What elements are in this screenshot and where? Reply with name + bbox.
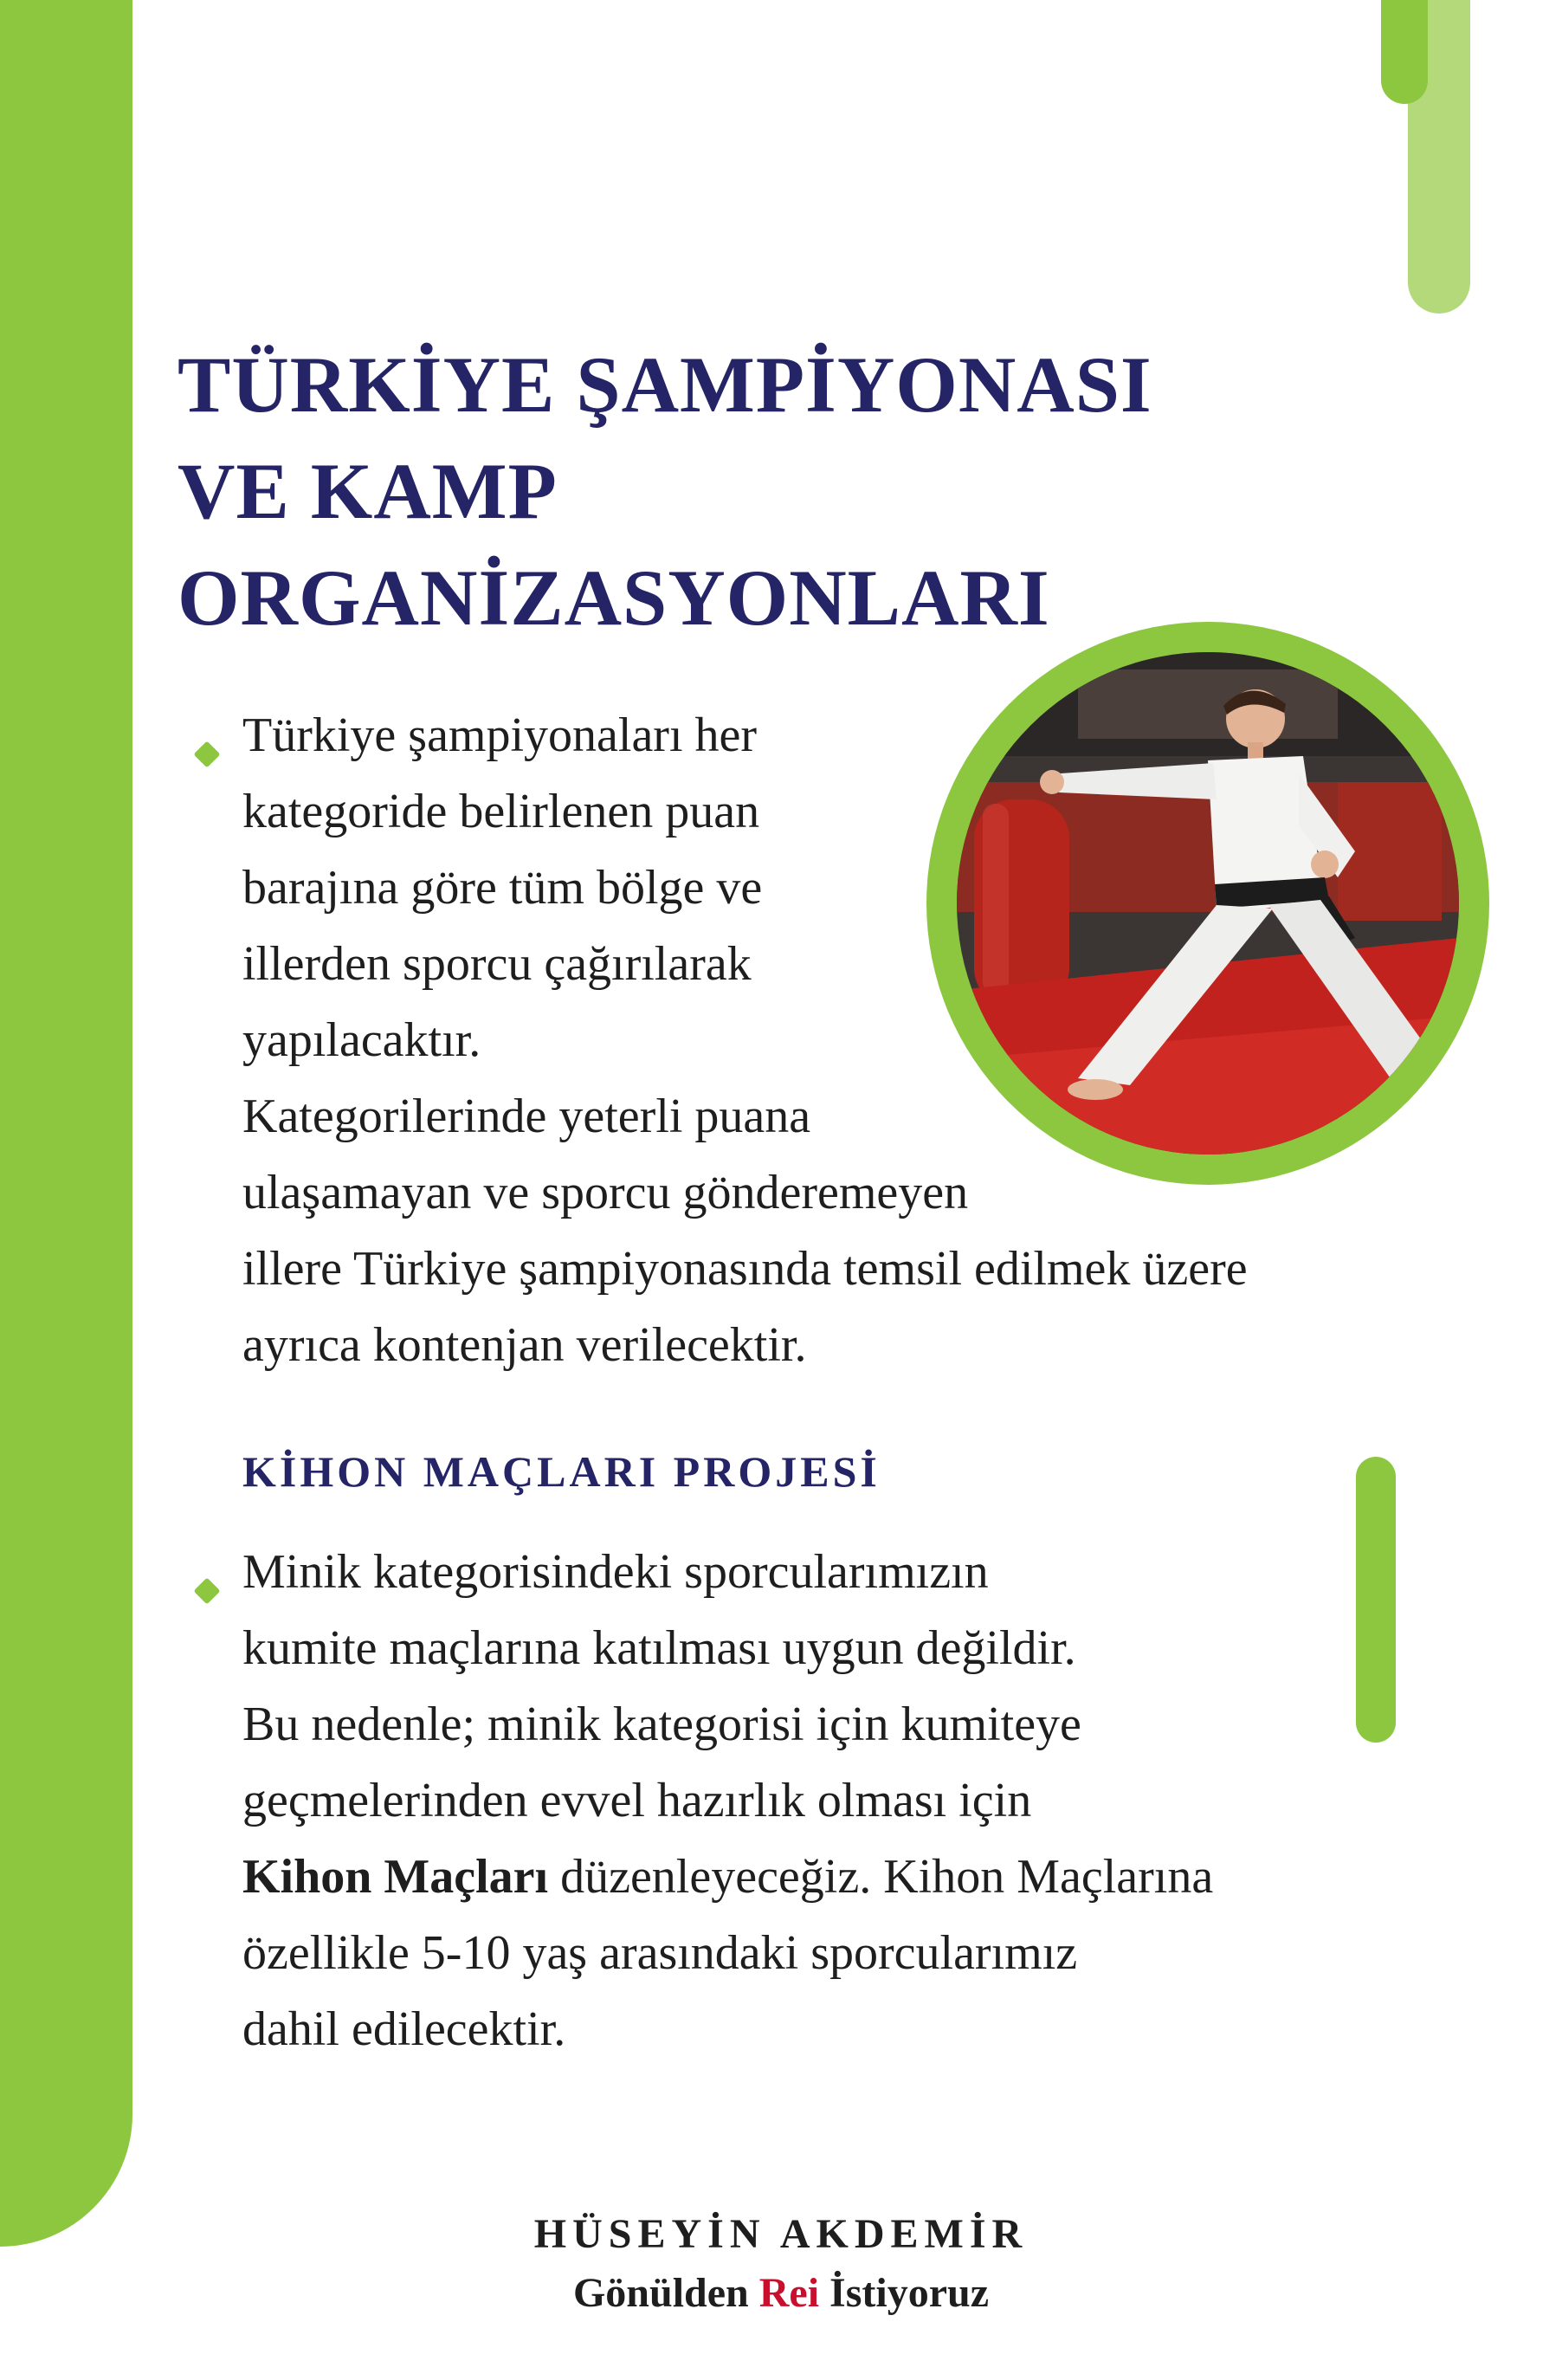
author-name: HÜSEYİN AKDEMİR — [533, 2211, 1029, 2257]
section1-line: barajına göre tüm bölge ve — [242, 861, 763, 915]
slogan — [0, 2269, 1562, 2317]
section2-line: özellikle 5-10 yaş arasındaki sporcularımız — [242, 1926, 1078, 1980]
slogan-highlight: Rei — [758, 2270, 820, 2316]
section2-line — [242, 1839, 1213, 1915]
decor-bar-top-dark — [1381, 0, 1428, 104]
section2-line: Minik kategorisindeki sporcularımızın — [242, 1545, 989, 1599]
title-line-2: VE KAMP — [178, 447, 558, 535]
section1-paragraph — [242, 697, 1248, 1383]
section2-line-rest: düzenleyeceğiz. Kihon Maçlarına — [548, 1850, 1214, 1904]
section2-line: Bu nedenle; minik kategorisi için kumiteye — [242, 1698, 1081, 1751]
section2-paragraph — [242, 1534, 1213, 2067]
section1-line: ayrıca kontenjan verilecektir. — [242, 1318, 807, 1372]
section2-line: geçmelerinden evvel hazırlık olması için — [242, 1774, 1032, 1827]
section1-line: illerden sporcu çağırılarak — [242, 937, 752, 991]
bullet-diamond-icon — [193, 1577, 220, 1604]
section1-line: ulaşamayan ve sporcu gönderemeyen — [242, 1166, 969, 1219]
section1-line: yapılacaktır. — [242, 1013, 481, 1067]
section1-line: Türkiye şampiyonaları her — [242, 708, 758, 762]
page-title — [178, 332, 1303, 651]
section1-line: illere Türkiye şampiyonasında temsil edilmek üzere — [242, 1242, 1248, 1296]
left-green-bar — [0, 0, 132, 2247]
section2-heading: KİHON MAÇLARI PROJESİ — [242, 1447, 881, 1496]
title-line-3: ORGANİZASYONLARI — [178, 553, 1050, 642]
section2-line: dahil edilecektir. — [242, 2002, 566, 2056]
title-line-1: TÜRKİYE ŞAMPİYONASI — [178, 340, 1152, 429]
slogan-before: Gönülden — [572, 2270, 759, 2316]
section2-line: kumite maçlarına katılması uygun değildir. — [242, 1621, 1076, 1675]
kihon-bold-phrase: Kihon Maçları — [242, 1850, 549, 1904]
section1-line: kategoride belirlenen puan — [242, 785, 760, 838]
bullet-diamond-icon — [193, 741, 220, 767]
decor-bar-mid — [1356, 1457, 1396, 1743]
slogan-after: İstiyoruz — [819, 2270, 990, 2316]
section1-line: Kategorilerinde yeterli puana — [242, 1090, 811, 1143]
